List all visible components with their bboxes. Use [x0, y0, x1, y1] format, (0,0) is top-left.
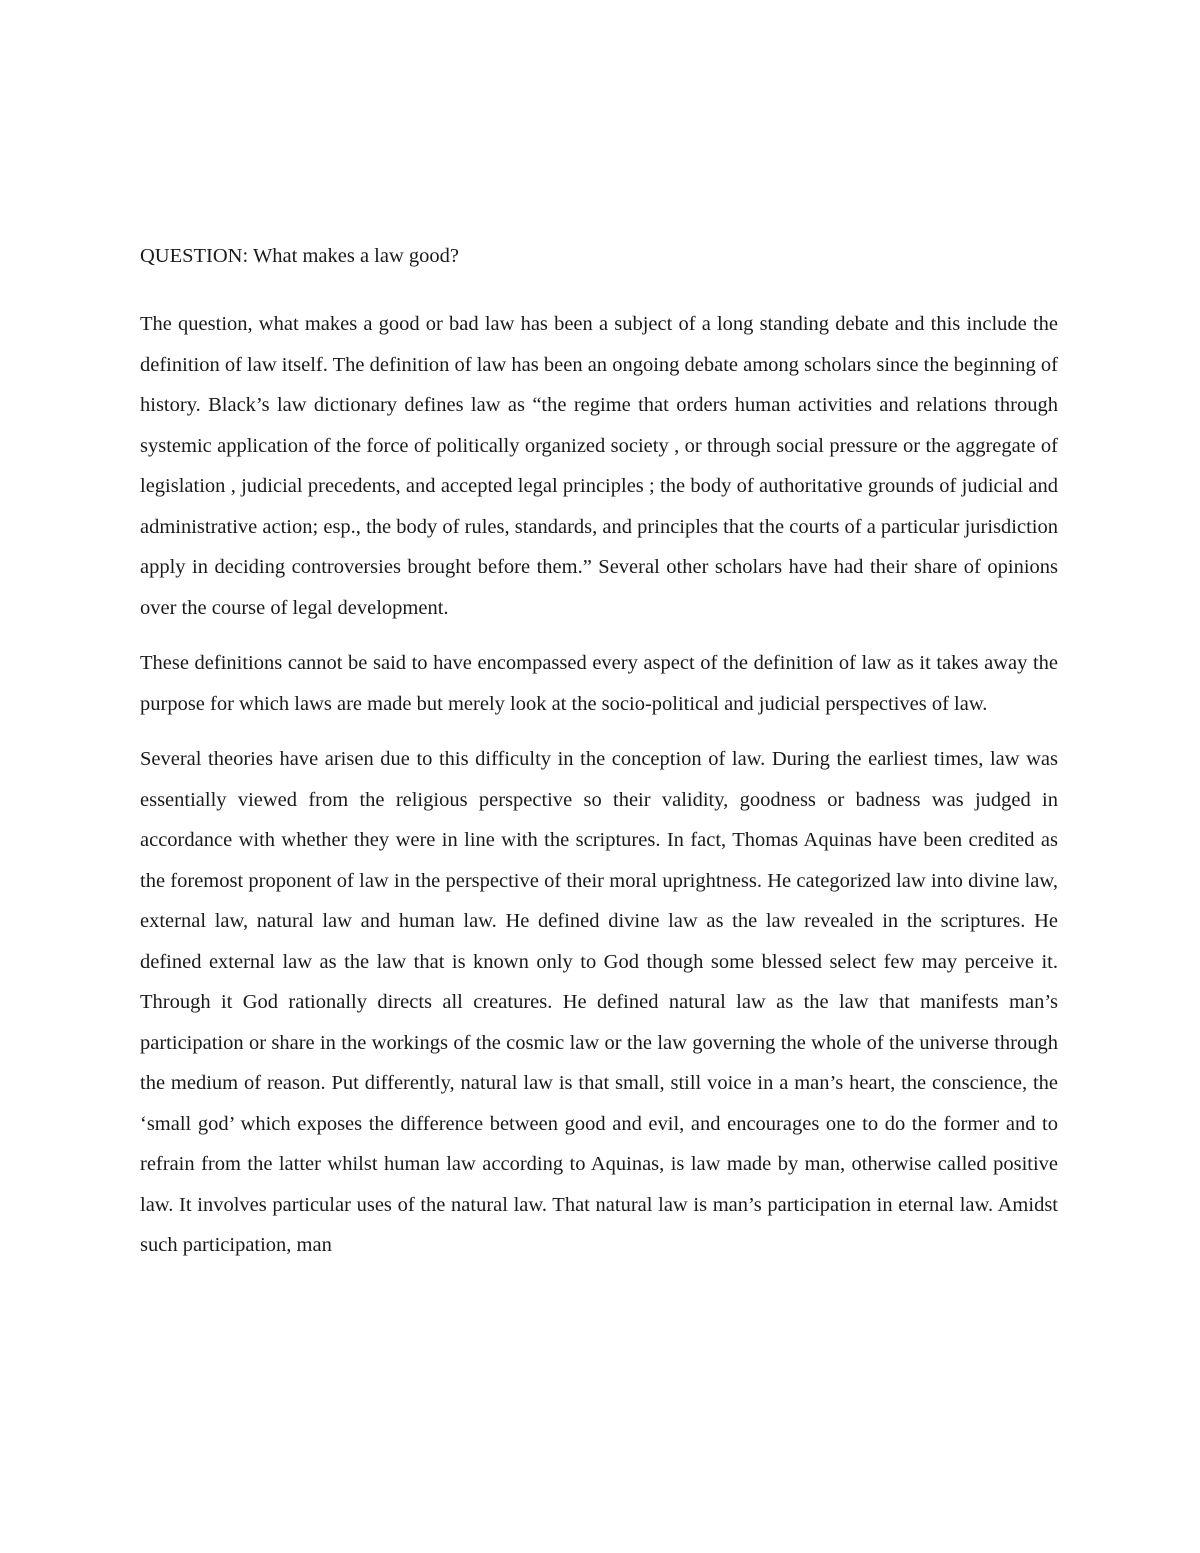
paragraph-theories-of-law: Several theories have arisen due to this difficulty in the conception of law. During the earliest times, law was essentially viewed from the religious perspective so their validity, goodness or badness was judged in accordance with whether they were in line with the scriptures. In fact, Thomas Aquinas have been credited as the foremost proponent of law in the perspective of their moral uprightness. He categorized law into divine law, external law, natural law and human law. He defined divine law as the law revealed in the scriptures. He defined external law as the law that is known only to God though some blessed select few may perceive it. Through it God rationally directs all creatures. He defined natural law as the law that manifests man’s participation or share in the workings of the cosmic law or the law governing the whole of the universe through the medium of reason. Put differently, natural law is that small, still voice in a man’s heart, the conscience, the ‘small god’ which exposes the difference between good and evil, and encourages one to do the former and to refrain from the latter whilst human law according to Aquinas, is law made by man, otherwise called positive law. It involves particular uses of the natural law. That natural law is man’s participation in eternal law. Amidst such participation, man — [140, 748, 1058, 1256]
document-body — [140, 240, 1058, 1266]
question-heading: QUESTION: What makes a law good? — [140, 245, 460, 267]
paragraph-definitions-limits: These definitions cannot be said to have encompassed every aspect of the definition of law as it takes away the purpose for which laws are made but merely look at the socio-political and judicial perspectives of law. — [140, 652, 1058, 715]
paragraph-definition-of-law: The question, what makes a good or bad law has been a subject of a long standing debate and this include the definition of law itself. The definition of law has been an ongoing debate among scholars since the beginning of history. Black’s law dictionary defines law as “the regime that orders human activities and relations through systemic application of the force of politically organized society , or through social pressure or the aggregate of legislation , judicial precedents, and accepted legal principles ; the body of authoritative grounds of judicial and administrative action; esp., the body of rules, standards, and principles that the courts of a particular jurisdiction apply in deciding controversies brought before them.” Several other scholars have had their share of opinions over the course of legal development. — [140, 313, 1058, 619]
